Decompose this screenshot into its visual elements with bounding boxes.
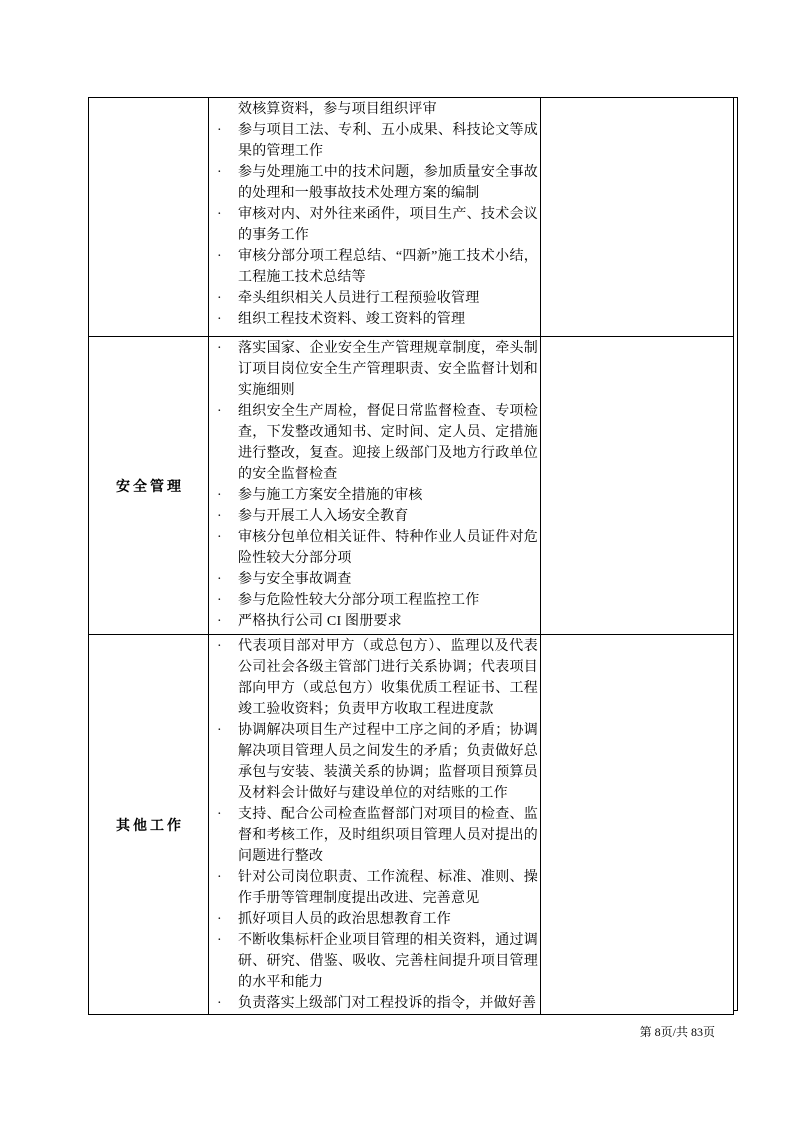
bullet-icon: · <box>217 488 222 503</box>
notes-cell-empty <box>541 337 734 635</box>
bullet-icon: · <box>217 509 222 524</box>
position-duties-table <box>88 97 734 1015</box>
notes-cell-empty <box>541 635 734 1015</box>
bullet-icon: · <box>217 404 222 419</box>
duty-item-text: 参与危险性较大分部分项工程监控工作 <box>238 593 480 608</box>
bullet-icon: · <box>217 572 222 587</box>
section-content-cell <box>209 337 541 635</box>
duty-item <box>217 909 538 930</box>
table-outer-border-top-segment <box>733 97 738 98</box>
bullet-icon: · <box>217 341 222 356</box>
duty-item-text: 参与施工方案安全措施的审核 <box>238 488 423 503</box>
duty-item-text: 审核分包单位相关证件、特种作业人员证件对危险性较大分部分项 <box>238 530 538 566</box>
duty-section-row <box>89 635 734 1015</box>
bullet-icon: · <box>217 123 222 138</box>
duty-item <box>217 120 538 162</box>
duty-item <box>217 527 538 569</box>
duty-item <box>217 309 538 330</box>
bullet-icon: · <box>217 593 222 608</box>
bullet-icon: · <box>217 291 222 306</box>
duty-item <box>217 867 538 909</box>
duty-item <box>217 288 538 309</box>
duty-item <box>217 162 538 204</box>
duty-item <box>217 204 538 246</box>
duty-section-row <box>89 98 734 337</box>
bullet-icon: · <box>217 165 222 180</box>
bullet-icon: · <box>217 933 222 948</box>
bullet-icon: · <box>217 639 222 654</box>
duty-item-text: 效核算资料，参与项目组织评审 <box>238 102 437 117</box>
duty-item <box>217 720 538 804</box>
duty-item <box>217 99 538 120</box>
duty-item <box>217 611 538 632</box>
bullet-icon: · <box>217 996 222 1011</box>
duty-item-text: 参与开展工人入场安全教育 <box>238 509 409 524</box>
duty-item <box>217 506 538 527</box>
duty-item-text: 负责落实上级部门对工程投诉的指令，并做好善 <box>238 996 537 1011</box>
duty-item <box>217 636 538 720</box>
bullet-icon: · <box>217 723 222 738</box>
table-outer-border-line <box>737 97 738 1011</box>
bullet-icon: · <box>217 207 222 222</box>
duty-item <box>217 590 538 611</box>
duty-item-text: 抓好项目人员的政治思想教育工作 <box>238 912 451 927</box>
duty-item-text: 代表项目部对甲方（或总包方）、监理以及代表公司社会各级主管部门进行关系协调；代表项目部向甲方（或总包方）收集优质工程证书、工程竣工验收资料；负责甲方收取工程进度款 <box>238 639 538 717</box>
section-label-cell <box>89 635 209 1015</box>
duty-item <box>217 401 538 485</box>
duty-item-text: 不断收集标杆企业项目管理的相关资料，通过调研、研究、借鉴、吸收、完善柱间提升项目管理的水平和能力 <box>238 933 538 990</box>
duty-item-text: 针对公司岗位职责、工作流程、标准、准则、操作手册等管理制度提出改进、完善意见 <box>238 870 538 906</box>
duty-item <box>217 485 538 506</box>
duty-item-text: 审核对内、对外往来函件，项目生产、技术会议的事务工作 <box>238 207 538 243</box>
section-label-cell <box>89 98 209 337</box>
duty-item-text: 组织安全生产周检，督促日常监督检查、专项检查，下发整改通知书、定时间、定人员、定措施进行整改，复查。迎接上级部门及地方行政单位的安全监督检查 <box>238 404 538 482</box>
duty-item-text: 审核分部分项工程总结、“四新”施工技术小结，工程施工技术总结等 <box>238 249 538 285</box>
duty-item-text: 协调解决项目生产过程中工序之间的矛盾；协调解决项目管理人员之间发生的矛盾；负责做好总承包与安装、装潢关系的协调；监督项目预算员及材料会计做好与建设单位的对结账的工作 <box>238 723 538 801</box>
section-label: 安全管理 <box>116 479 184 495</box>
duty-item <box>217 804 538 867</box>
section-label: 其他工作 <box>116 818 184 834</box>
section-content-cell <box>209 98 541 337</box>
duty-item <box>217 338 538 401</box>
duty-table-body <box>89 98 734 1015</box>
page-number: 第 8页/共 83页 <box>639 1025 715 1039</box>
duty-section-row <box>89 337 734 635</box>
section-content-cell <box>209 635 541 1015</box>
bullet-icon: · <box>217 249 222 264</box>
bullet-icon: · <box>217 807 222 822</box>
duty-item-text: 参与处理施工中的技术问题，参加质量安全事故的处理和一般事故技术处理方案的编制 <box>238 165 538 201</box>
notes-cell-empty <box>541 98 734 337</box>
duty-item-text: 落实国家、企业安全生产管理规章制度，牵头制订项目岗位安全生产管理职责、安全监督计划和实施细则 <box>238 341 538 398</box>
bullet-icon: · <box>217 614 222 629</box>
bullet-icon: · <box>217 530 222 545</box>
duty-item-text: 参与安全事故调查 <box>238 572 352 587</box>
table-outer-border-bottom-segment <box>733 1010 738 1011</box>
duty-item <box>217 930 538 993</box>
duty-item <box>217 246 538 288</box>
section-label-cell <box>89 337 209 635</box>
duty-item <box>217 993 538 1014</box>
duty-item-text: 组织工程技术资料、竣工资料的管理 <box>238 312 466 327</box>
duty-item-text: 支持、配合公司检查监督部门对项目的检查、监督和考核工作，及时组织项目管理人员对提出的问题进行整改 <box>238 807 538 864</box>
duty-item-text: 严格执行公司 CI 图册要求 <box>238 614 402 629</box>
bullet-icon: · <box>217 912 222 927</box>
bullet-icon: · <box>217 312 222 327</box>
duty-item-text: 参与项目工法、专利、五小成果、科技论文等成果的管理工作 <box>238 123 538 159</box>
bullet-icon: · <box>217 870 222 885</box>
duty-item <box>217 569 538 590</box>
duty-item-text: 牵头组织相关人员进行工程预验收管理 <box>238 291 480 306</box>
